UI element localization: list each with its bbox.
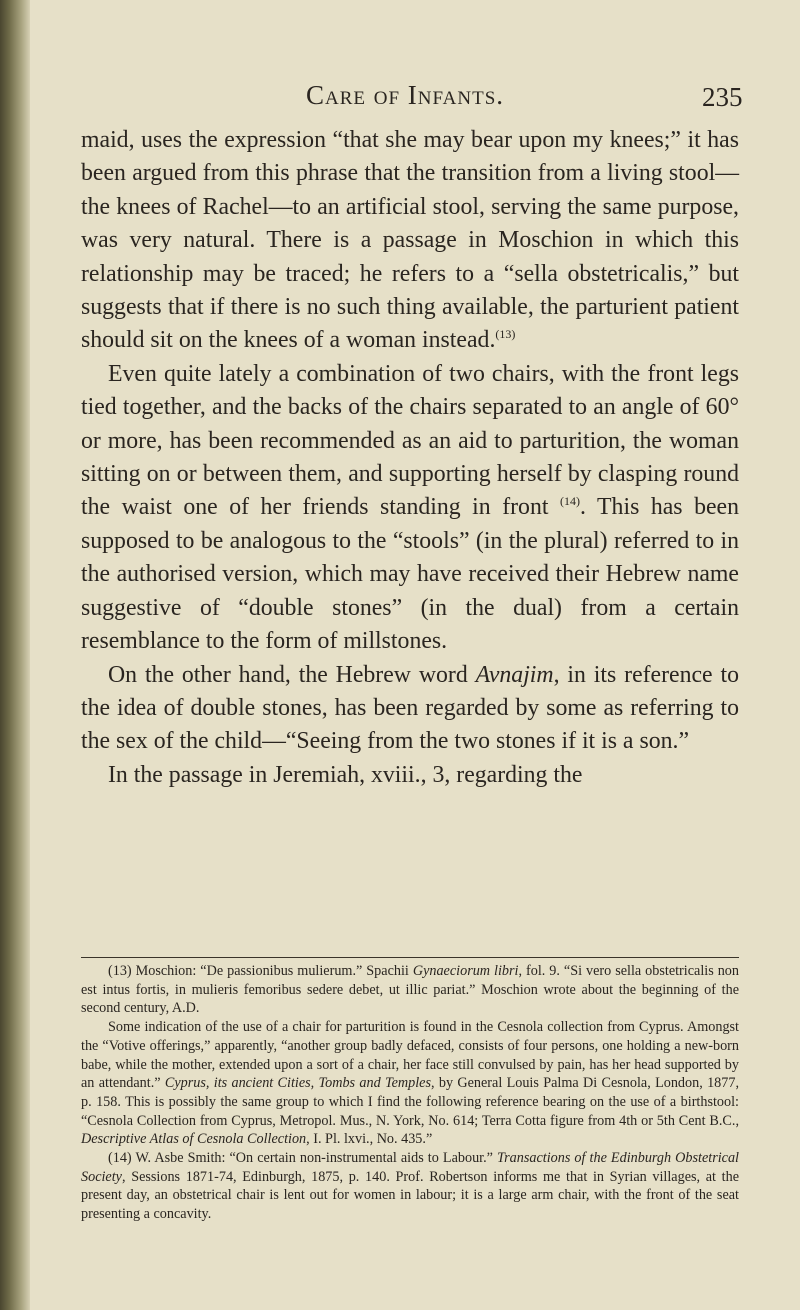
footnote-13c-text-a: Some indication of the use of a chair for parturition is found in the Cesnola collection from Cyprus. Amongst the “Votive offerings,” apparently, “another group badly defaced, consists of four persons, one holding a new-born babe, while the mother, extended upon a sort of a chair, her face still convulsed by pain, has her head supported by an attendant.” bbox=[81, 1019, 739, 1092]
footnotes bbox=[81, 962, 739, 1224]
footnote-14-text-a: (14) W. Asbe Smith: “On certain non-instrumental aids to Labour.” bbox=[108, 1150, 493, 1167]
page-header bbox=[0, 80, 800, 120]
footnote-14-text-b: , Sessions 1871-74, Edinburgh, 1875, p. 140. Prof. Robertson informs me that in Syrian villages, at the present day, an obstetrical chair is lent out for women in labour; it is a large arm chair, with the front of the seat presenting a concavity. bbox=[81, 1168, 739, 1223]
main-text bbox=[81, 124, 739, 792]
paragraph-3-text-a: On the other hand, the Hebrew word bbox=[108, 661, 468, 688]
footnote-13c-text-b: , by General Louis Palma Di Cesnola, London, 1877, p. 158. This is possibly the same group to which I find the following reference bearing on the use of a birthstool: “Cesnola Collection from Cyprus, Metropol. Mus., N. York, No. 614; Terra Cotta figure from 4th or 5th Cent B.C., bbox=[81, 1075, 740, 1129]
footnote-13-continued bbox=[81, 1018, 739, 1149]
paragraph-2-text-a: Even quite lately a combination of two chairs, with the front legs tied together, and the backs of the chairs separated to an angle of 60° or more, has been recommended as an aid to parturition, the woman sitting on or between them, and supporting herself by clasping round the waist one of her friends standing in front bbox=[81, 360, 739, 521]
footnote-14-title: Transactions of the Edinburgh Obstetrical Society bbox=[81, 1150, 740, 1185]
footnote-13-text-a: (13) Moschion: “De passionibus mulierum.” Spachii bbox=[108, 963, 409, 979]
book-binding-edge bbox=[0, 0, 30, 1310]
running-title: Care of Infants. bbox=[306, 80, 505, 110]
paragraph-4: In the passage in Jeremiah, xviii., 3, regarding the bbox=[108, 761, 583, 788]
footnote-13-title: Gynaeciorum libri bbox=[412, 963, 519, 979]
footnote-13c-title-2: Descriptive Atlas of Cesnola Collection bbox=[81, 1131, 307, 1148]
paragraph-1-text: maid, uses the expression “that she may bear upon my knees;” it has been argued from this phrase that the transition from a living stool—the knees of Rachel—to an artificial stool, serving the same purpose, was very natural. There is a passage in Moschion in which this relationship may be traced; he refers to a “sella obstetricalis,” but suggests that if there is no such thing available, the parturient patient should sit on the knees of a woman instead. bbox=[81, 127, 739, 354]
footnote-ref-13: (13) bbox=[495, 327, 516, 342]
paragraph-3-text-b: , in its reference to the idea of double stones, has been regarded by some as referring to the sex of the child—“Seeing from the two stones if it is a son.” bbox=[81, 661, 739, 755]
footnote-13c-title-1: Cyprus, its ancient Cities, Tombs and Temples bbox=[164, 1075, 431, 1092]
page-number: 235 bbox=[702, 82, 743, 112]
footnote-ref-14: (14) bbox=[559, 494, 580, 509]
footnote-13-text-b: , fol. 9. “Si vero sella obstetricalis non est intus fortis, in mulieris femoribus sedere debet, ut illic pariat.” Moschion wrote about the beginning of the second century, A.D. bbox=[81, 963, 739, 1017]
paragraph-2 bbox=[81, 358, 739, 659]
paragraph-3 bbox=[81, 659, 739, 759]
paragraph-1 bbox=[81, 124, 739, 358]
hebrew-word: Avnajim bbox=[475, 661, 554, 688]
paragraph-2-text-b: . This has been supposed to be analogous to the “stools” (in the plural) referred to in the authorised version, which may have received their Hebrew name suggestive of “double stones” (in the dual) from a certain resemblance to the form of millstones. bbox=[81, 494, 739, 655]
footnote-14 bbox=[81, 1149, 739, 1224]
footnote-divider bbox=[81, 957, 739, 958]
footnote-13c-text-c: , I. Pl. lxvi., No. 435.” bbox=[306, 1131, 433, 1148]
footnote-13 bbox=[81, 962, 739, 1018]
